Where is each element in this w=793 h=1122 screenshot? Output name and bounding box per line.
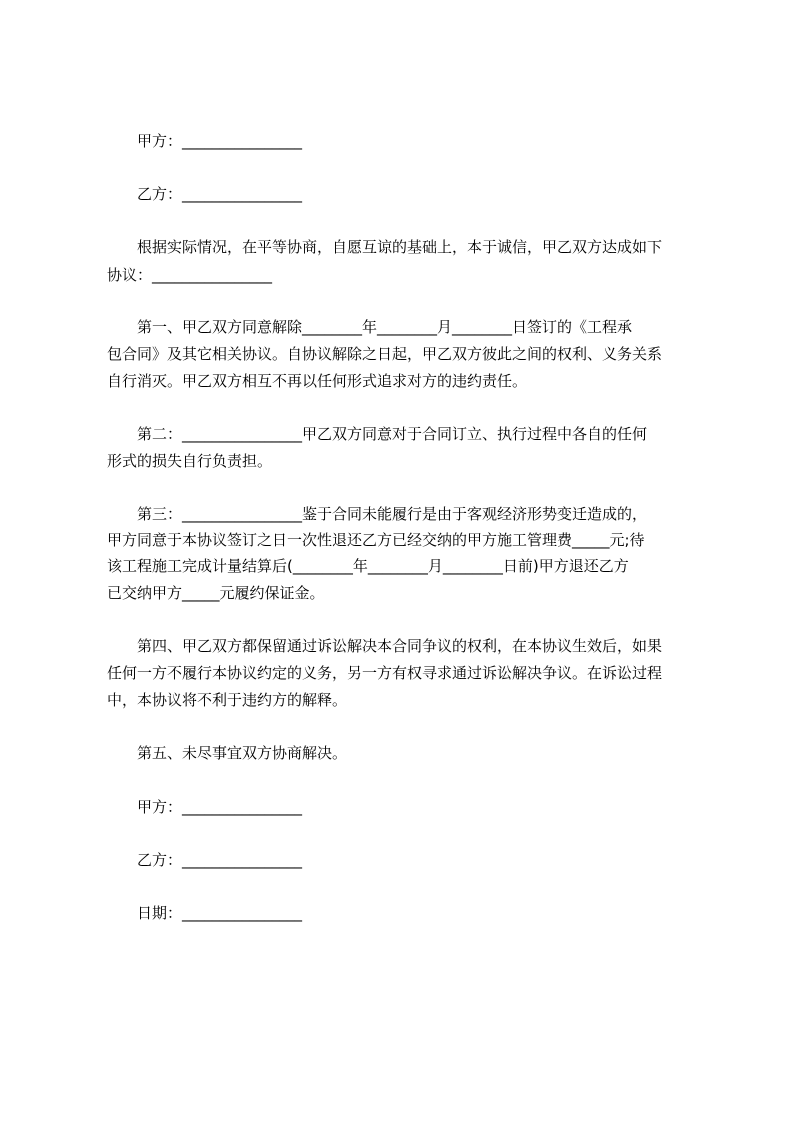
clause-4-line-2: 任何一方不履行本协议约定的义务，另一方有权寻求通过诉讼解决争议。在诉讼过程 xyxy=(107,664,663,682)
clause-3-line-2: 甲方同意于本协议签订之日一次性退还乙方已经交纳的甲方施工管理费_____元;待 xyxy=(107,531,645,549)
clause-5-line-1: 第五、未尽事宜双方协商解决。 xyxy=(137,744,348,762)
clause-3-line-4: 已交纳甲方_____元履约保证金。 xyxy=(107,584,325,602)
intro-line-2: 协议：________________ xyxy=(107,266,273,284)
clause-1-line-1: 第一、甲乙双方同意解除________年________月________日签订的《工程承 xyxy=(137,318,633,336)
clause-4-line-3: 中，本协议将不利于违约方的解释。 xyxy=(107,691,348,709)
intro-line-1: 根据实际情况，在平等协商，自愿互谅的基础上，本于诚信，甲乙双方达成如下 xyxy=(137,238,663,256)
clause-4-line-1: 第四、甲乙双方都保留通过诉讼解决本合同争议的权利，在本协议生效后，如果 xyxy=(137,637,663,655)
clause-3-line-1: 第三：________________鉴于合同未能履行是由于客观经济形势变迁造成的， xyxy=(137,505,648,523)
clause-1-line-2: 包合同》及其它相关协议。自协议解除之日起，甲乙双方彼此之间的权利、义务关系 xyxy=(107,345,663,363)
header-party-a: 甲方：________________ xyxy=(137,132,303,150)
header-party-b: 乙方：________________ xyxy=(137,185,303,203)
signature-party-a: 甲方：________________ xyxy=(137,798,303,816)
clause-2-line-2: 形式的损失自行负责担。 xyxy=(107,452,273,470)
clause-1-line-3: 自行消灭。甲乙双方相互不再以任何形式追求对方的违约责任。 xyxy=(107,372,528,390)
clause-2-line-1: 第二：________________甲乙双方同意对于合同订立、执行过程中各自的任何 xyxy=(137,425,648,443)
signature-party-b: 乙方：________________ xyxy=(137,851,303,869)
signature-date: 日期：________________ xyxy=(137,904,303,922)
clause-3-line-3: 该工程施工完成计量结算后(________年________月________日前)甲方退还乙方 xyxy=(107,557,629,575)
